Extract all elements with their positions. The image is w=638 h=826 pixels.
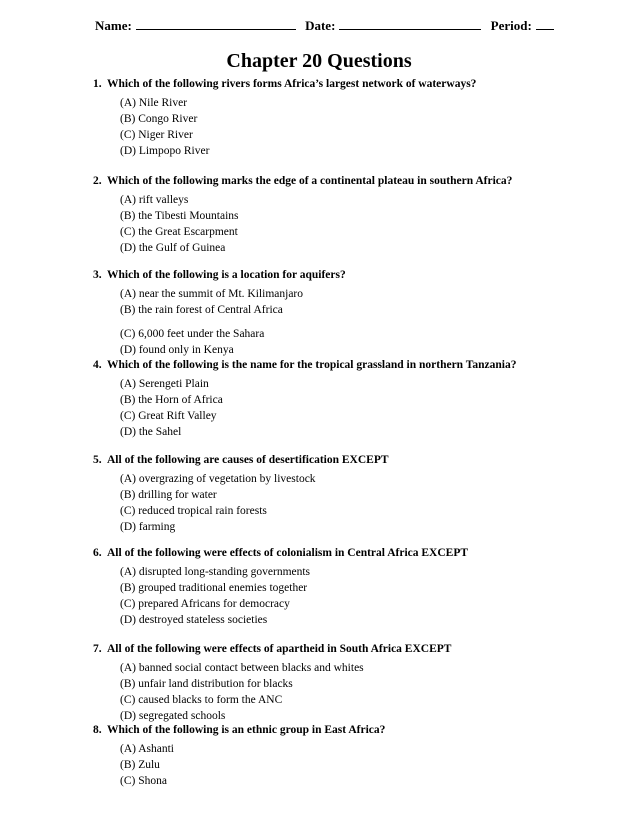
answer-option: (C) reduced tropical rain forests [120, 504, 267, 517]
answer-option: (D) destroyed stateless societies [120, 614, 268, 627]
question-text [93, 268, 533, 284]
answer-option: (B) unfair land distribution for blacks [120, 677, 293, 690]
answer-option: (A) disrupted long-standing governments [120, 565, 311, 578]
spacer [93, 318, 533, 326]
answer-option: (D) segregated schools [120, 710, 226, 723]
question-number: 7. [93, 643, 102, 655]
date-field[interactable] [339, 17, 481, 30]
question-number: 5. [93, 454, 102, 466]
question-1 [93, 77, 533, 159]
page-title: Chapter 20 Questions [226, 50, 412, 72]
question-6 [93, 546, 533, 628]
answer-option: (C) caused blacks to form the ANC [120, 693, 283, 706]
answer-option: (C) 6,000 feet under the Sahara [120, 327, 265, 340]
question-number: 4. [93, 359, 102, 371]
answer-option: (C) Niger River [120, 128, 193, 141]
answer-option: (B) the rain forest of Central Africa [120, 303, 283, 316]
answer-option: (D) the Sahel [120, 426, 182, 439]
period-field[interactable] [536, 17, 554, 30]
answer-option: (A) Ashanti [120, 742, 174, 755]
question-prompt: Which of the following is an ethnic group in East Africa? [107, 724, 386, 736]
question-prompt: All of the following were effects of apartheid in South Africa EXCEPT [107, 643, 452, 655]
answer-option: (B) grouped traditional enemies together [120, 581, 308, 594]
answer-option: (A) overgrazing of vegetation by livestock [120, 472, 316, 485]
question-5 [93, 453, 533, 535]
question-number: 1. [93, 78, 102, 90]
header-fields [95, 17, 545, 34]
question-text [93, 174, 533, 190]
name-label: Name: [95, 18, 132, 33]
answer-option: (A) rift valleys [120, 193, 189, 206]
question-number: 6. [93, 547, 102, 559]
answer-option: (A) near the summit of Mt. Kilimanjaro [120, 287, 304, 300]
question-7 [93, 642, 533, 724]
answer-option: (C) Shona [120, 774, 167, 787]
question-4 [93, 358, 533, 440]
question-prompt: Which of the following marks the edge of a continental plateau in southern Africa? [107, 175, 513, 187]
answer-option: (D) Limpopo River [120, 145, 210, 158]
question-text [93, 453, 533, 469]
question-prompt: All of the following are causes of desertification EXCEPT [107, 454, 389, 466]
answer-option: (D) farming [120, 521, 176, 534]
question-text [93, 358, 533, 374]
answer-option: (A) banned social contact between blacks and whites [120, 661, 364, 674]
answer-option: (B) drilling for water [120, 488, 217, 501]
answer-option: (B) the Horn of Africa [120, 393, 223, 406]
question-prompt: Which of the following is the name for the tropical grassland in northern Tanzania? [107, 359, 517, 371]
answer-option: (B) the Tibesti Mountains [120, 209, 239, 222]
question-3 [93, 268, 533, 358]
answer-option: (D) found only in Kenya [120, 344, 234, 357]
answer-option: (A) Nile River [120, 96, 188, 109]
answer-option: (D) the Gulf of Guinea [120, 242, 226, 255]
answer-option: (C) the Great Escarpment [120, 225, 238, 238]
question-prompt: Which of the following is a location for aquifers? [107, 269, 346, 281]
question-prompt: Which of the following rivers forms Africa’s largest network of waterways? [107, 78, 477, 90]
question-text [93, 77, 533, 93]
answer-option: (A) Serengeti Plain [120, 377, 209, 390]
date-label: Date: [305, 18, 336, 33]
answer-option: (C) prepared Africans for democracy [120, 597, 290, 610]
question-text [93, 642, 533, 658]
answer-option: (C) Great Rift Valley [120, 409, 217, 422]
question-text [93, 546, 533, 562]
name-field[interactable] [136, 17, 296, 30]
period-label: Period: [490, 18, 532, 33]
answer-option: (B) Congo River [120, 112, 198, 125]
question-number: 8. [93, 724, 102, 736]
question-number: 2. [93, 175, 102, 187]
question-8 [93, 723, 533, 789]
question-2 [93, 174, 533, 256]
question-text [93, 723, 533, 739]
answer-option: (B) Zulu [120, 758, 160, 771]
question-prompt: All of the following were effects of colonialism in Central Africa EXCEPT [107, 547, 469, 559]
question-number: 3. [93, 269, 102, 281]
